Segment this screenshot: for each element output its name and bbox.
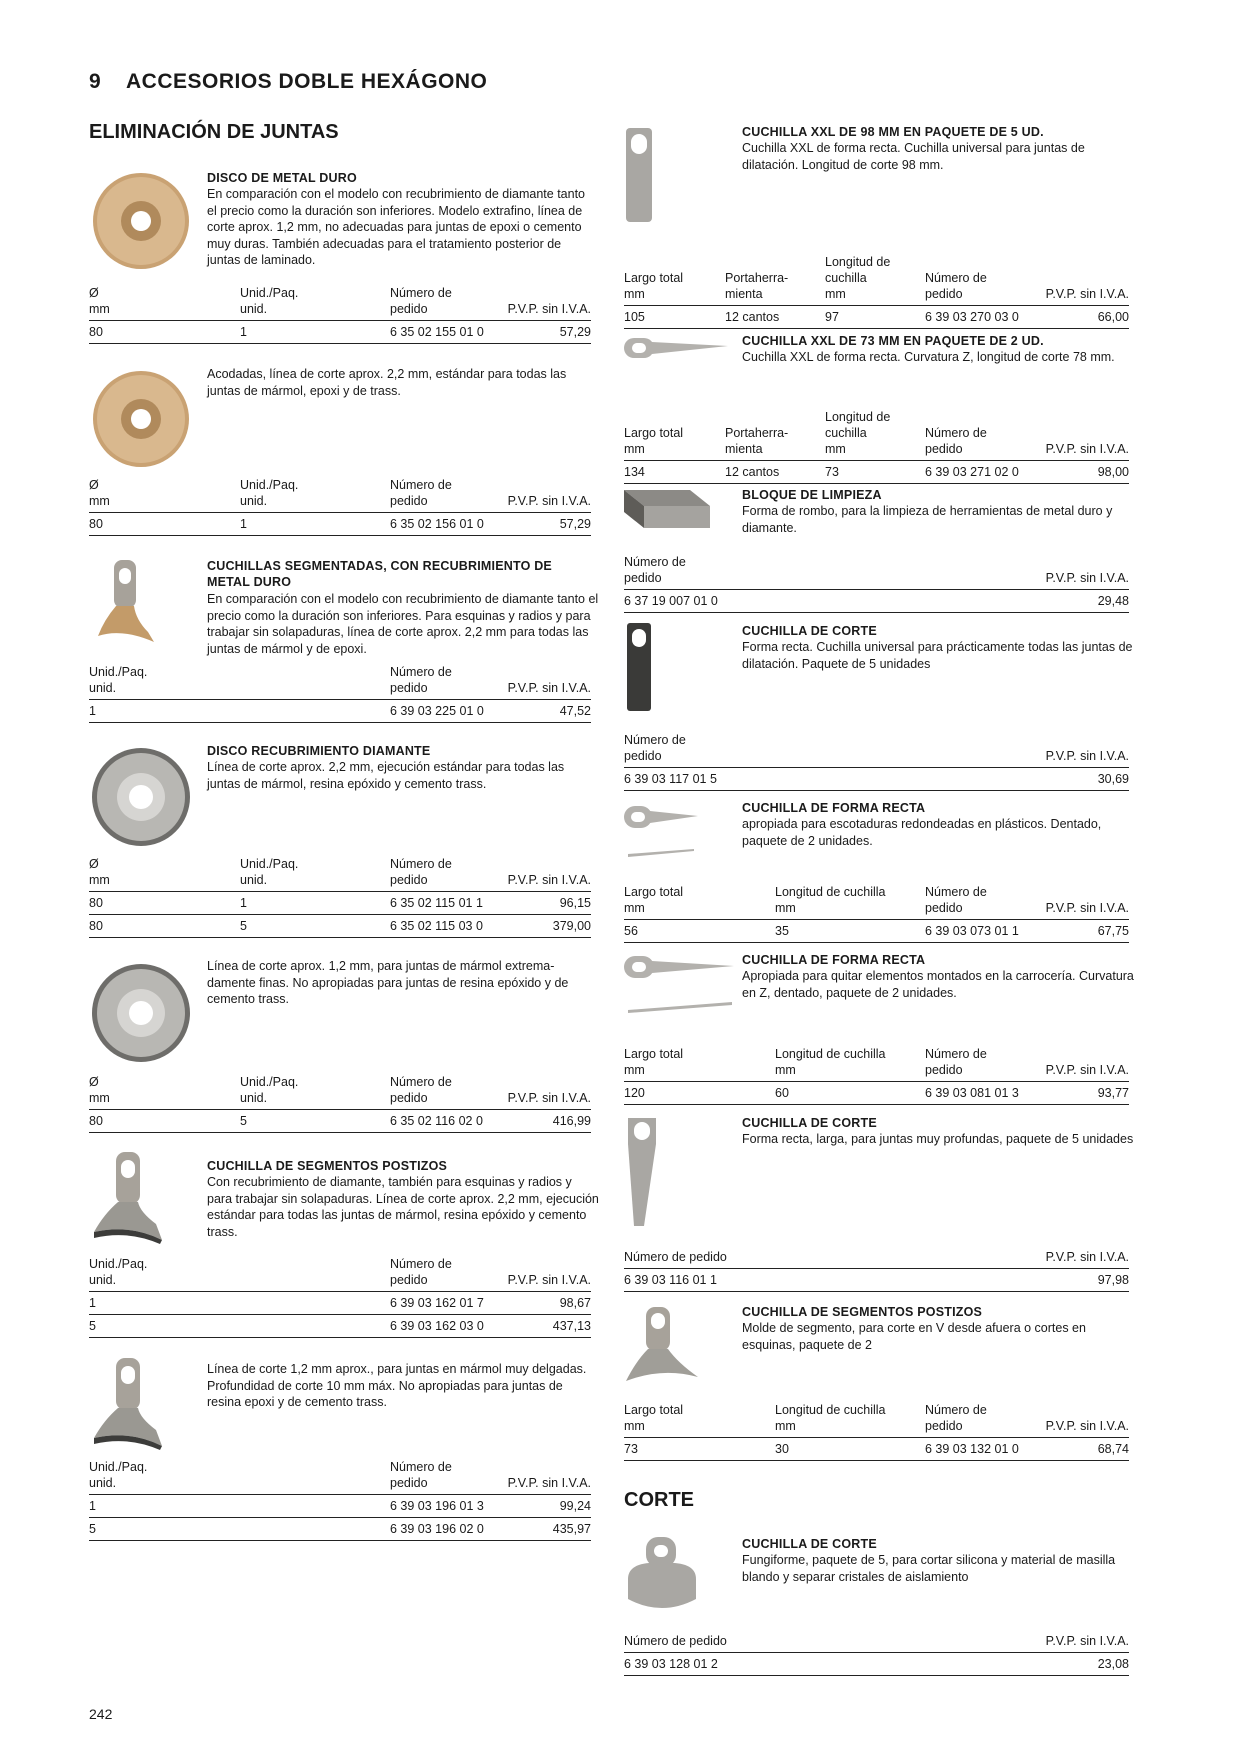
table-cell: 80 [89,517,103,531]
table-cell: 68,74 [1097,1442,1129,1456]
column-header: Número de pedido [624,733,686,763]
column-header: Largo total mm [624,885,684,915]
product-description: Apropiada para quitar elementos montados en la carrocería. Curvatura en Z, dentado, paquete de 2 unidades. [742,969,1134,1000]
carbide-disc-icon [90,170,192,272]
table-cell: 379,00 [552,919,591,933]
product-description: Forma recta, larga, para juntas muy profundas, paquete de 5 unidades [742,1132,1134,1146]
segment-blade-icon [90,1356,166,1452]
product-title: DISCO DE METAL DURO [207,171,357,185]
table-row [624,920,1129,943]
table-cell: 6 35 02 156 01 0 [390,517,484,531]
product-description: Línea de corte 1,2 mm aprox., para juntas en mármol muy delgadas. Profundidad de corte 10 mm máx. No apropiadas para juntas de resina epoxi y de cemento trass. [207,1362,587,1409]
product-title: CUCHILLA XXL DE 98 MM EN PAQUETE DE 5 UD. [742,125,1044,139]
table-cell: 1 [240,517,247,531]
column-header: Número de pedido [390,286,452,316]
column-header: Longitud de cuchilla mm [825,255,891,301]
table-row [89,1292,591,1315]
table-cell: 6 39 03 271 02 0 [925,465,1019,479]
table-cell: 97,98 [1097,1273,1129,1287]
column-header: Ø mm [89,286,110,316]
table-cell: 80 [89,919,103,933]
table-row [624,768,1129,791]
product-table [624,1632,1129,1676]
table-cell: 12 cantos [725,465,780,479]
table-row [624,306,1129,329]
product-title: CUCHILLA DE SEGMENTOS POSTIZOS [207,1159,448,1173]
table-cell: 1 [89,1296,96,1310]
table-cell: 73 [825,465,839,479]
table-header [624,883,1129,920]
column-header: Unid./Paq. unid. [89,1460,148,1490]
table-cell: 5 [89,1319,96,1333]
table-cell: 99,24 [559,1499,591,1513]
column-header: P.V.P. sin I.V.A. [1045,1250,1129,1264]
table-header [624,1045,1129,1082]
product-description: Línea de corte aprox. 2,2 mm, ejecución estándar para todas las juntas de mármol, resina epóxido y cemento trass. [207,760,565,791]
column-header: Longitud de cuchilla mm [775,885,886,915]
table-header [89,663,591,700]
product-description: Forma de rombo, para la limpieza de herramientas de metal duro y diamante. [742,504,1113,535]
column-header: Portaherra- mienta [725,426,789,456]
chapter-number: 9 [89,70,102,93]
table-header [89,1255,591,1292]
column-header: P.V.P. sin I.V.A. [1045,1419,1129,1433]
section-title-corte: CORTE [624,1489,694,1511]
product-table [624,731,1129,791]
column-header: Número de pedido [925,271,987,301]
table-row [89,1110,591,1133]
column-header: Número de pedido [925,426,987,456]
chapter-title: ACCESORIOS DOBLE HEXÁGONO [126,70,488,93]
table-row [624,1653,1129,1676]
product-table [624,408,1129,484]
column-header: Ø mm [89,478,110,508]
table-cell: 12 cantos [725,310,780,324]
table-cell: 6 39 03 270 03 0 [925,310,1019,324]
product-table [624,1248,1129,1292]
product-table [624,883,1129,943]
table-header [624,731,1129,768]
table-cell: 56 [624,924,638,938]
straight-blade-icon [622,1114,668,1232]
column-header: P.V.P. sin I.V.A. [507,494,591,508]
table-cell: 67,75 [1097,924,1129,938]
product-title: CUCHILLAS SEGMENTADAS, CON RECUBRIMIENTO DE METAL DURO [207,559,552,589]
table-header [624,1401,1129,1438]
column-header: Largo total mm [624,1047,684,1077]
table-cell: 6 39 03 073 01 1 [925,924,1019,938]
table-cell: 1 [89,1499,96,1513]
table-cell: 35 [775,924,789,938]
column-header: Número de pedido [390,1075,452,1105]
product-description: En comparación con el modelo con recubrimiento de diamante tanto el precio como la duración son inferiores. Para esquinas y radios y para trabajar sin solapaduras, línea de corte aprox. 2,2 mm para todas las juntas de mármol y de epoxi. [207,592,599,656]
diamond-disc-icon [90,962,192,1064]
column-header: P.V.P. sin I.V.A. [507,1091,591,1105]
table-cell: 6 37 19 007 01 0 [624,594,718,608]
column-header: Número de pedido [390,1257,452,1287]
column-header: Unid./Paq. unid. [240,286,299,316]
table-cell: 437,13 [552,1319,591,1333]
product-title: CUCHILLA DE FORMA RECTA [742,801,926,815]
straight-blade-icon [624,621,654,715]
column-header: Número de pedido [390,1460,452,1490]
column-header: Unid./Paq. unid. [89,665,148,695]
column-header: P.V.P. sin I.V.A. [1045,1634,1129,1648]
column-header: Longitud de cuchilla mm [775,1403,886,1433]
table-header [624,408,1129,461]
table-cell: 5 [240,1114,247,1128]
table-cell: 6 39 03 128 01 2 [624,1657,718,1671]
column-header: P.V.P. sin I.V.A. [507,1476,591,1490]
table-cell: 6 39 03 162 01 7 [390,1296,484,1310]
product-table [89,1458,591,1541]
table-cell: 416,99 [552,1114,591,1128]
product-title: BLOQUE DE LIMPIEZA [742,488,882,502]
table-row [89,892,591,915]
column-header: Número de pedido [390,478,452,508]
table-cell: 93,77 [1097,1086,1129,1100]
column-header: Número de pedido [624,555,686,585]
segment-blade-icon [92,558,160,650]
product-title: DISCO RECUBRIMIENTO DIAMANTE [207,744,431,758]
product-table [89,476,591,536]
table-row [624,1438,1129,1461]
table-header [89,476,591,513]
table-cell: 5 [240,919,247,933]
product-description: Fungiforme, paquete de 5, para cortar silicona y material de masilla blando y separar cristales de aislamiento [742,1553,1116,1584]
table-row [89,513,591,536]
product-table [89,1073,591,1133]
column-header: Unid./Paq. unid. [240,1075,299,1105]
diamond-disc-icon [90,746,192,848]
segment-blade-icon [622,1305,702,1387]
table-row [89,915,591,938]
table-cell: 105 [624,310,645,324]
product-table [89,663,591,723]
section-title-juntas: ELIMINACIÓN DE JUNTAS [89,121,339,143]
column-header: Portaherra- mienta [725,271,789,301]
column-header: P.V.P. sin I.V.A. [1045,442,1129,456]
knife-blade-icon [622,802,702,860]
column-header: Longitud de cuchilla mm [825,410,891,456]
table-cell: 57,29 [559,517,591,531]
column-header: Largo total mm [624,1403,684,1433]
table-cell: 73 [624,1442,638,1456]
column-header: P.V.P. sin I.V.A. [507,302,591,316]
column-header: Número de pedido [925,885,987,915]
straight-blade-icon [622,126,656,224]
column-header: P.V.P. sin I.V.A. [507,1273,591,1287]
product-description: Acodadas, línea de corte aprox. 2,2 mm, estándar para todas las juntas de mármol, epoxi y de trass. [207,367,567,398]
product-title: CUCHILLA XXL DE 73 MM EN PAQUETE DE 2 UD. [742,334,1044,348]
table-cell: 6 35 02 116 02 0 [390,1114,483,1128]
table-cell: 1 [240,896,247,910]
product-description: apropiada para escotaduras redondeadas en plásticos. Dentado, paquete de 2 unidades. [742,817,1102,848]
product-table [624,253,1129,329]
table-cell: 6 39 03 196 02 0 [390,1522,484,1536]
table-cell: 1 [240,325,247,339]
table-cell: 6 35 02 115 01 1 [390,896,483,910]
column-header: Número de pedido [624,1634,727,1648]
product-description: En comparación con el modelo con recubrimiento de diamante tanto el precio como la duración son inferiores. Modelo extrafino, línea de corte aprox. 1,2 mm, no adecuadas para juntas de epoxi o cemento muy duras. También adecuadas para el tratamiento posterior de juntas de laminado. [207,187,585,267]
table-cell: 80 [89,896,103,910]
product-description: Cuchilla XXL de forma recta. Cuchilla universal para juntas de dilatación. Longitud de corte 98 mm. [742,141,1085,172]
table-cell: 120 [624,1086,645,1100]
table-cell: 6 39 03 116 01 1 [624,1273,717,1287]
table-cell: 23,08 [1097,1657,1129,1671]
table-header [624,253,1129,306]
column-header: P.V.P. sin I.V.A. [507,681,591,695]
page-number: 242 [89,1706,113,1722]
product-title: CUCHILLA DE CORTE [742,624,877,638]
column-header: Número de pedido [390,665,452,695]
table-cell: 6 39 03 196 01 3 [390,1499,484,1513]
product-title: CUCHILLA DE CORTE [742,1537,877,1551]
table-cell: 30 [775,1442,789,1456]
segment-blade-icon [90,1150,166,1246]
table-cell: 96,15 [559,896,591,910]
table-row [624,1082,1129,1105]
column-header: P.V.P. sin I.V.A. [1045,571,1129,585]
mushroom-blade-icon [624,1535,700,1615]
column-header: Longitud de cuchilla mm [775,1047,886,1077]
table-header [89,855,591,892]
column-header: P.V.P. sin I.V.A. [1045,901,1129,915]
table-header [624,1248,1129,1269]
table-cell: 134 [624,465,645,479]
table-row [624,590,1129,613]
carbide-disc-icon [90,368,192,470]
column-header: P.V.P. sin I.V.A. [1045,287,1129,301]
table-header [89,284,591,321]
column-header: Unid./Paq. unid. [89,1257,148,1287]
table-cell: 6 39 03 081 01 3 [925,1086,1019,1100]
table-cell: 5 [89,1522,96,1536]
column-header: P.V.P. sin I.V.A. [1045,1063,1129,1077]
product-table [624,1401,1129,1461]
column-header: P.V.P. sin I.V.A. [1045,749,1129,763]
table-cell: 30,69 [1097,772,1129,786]
column-header: P.V.P. sin I.V.A. [507,873,591,887]
column-header: Unid./Paq. unid. [240,857,299,887]
product-description: Molde de segmento, para corte en V desde afuera o cortes en esquinas, paquete de 2 [742,1321,1086,1352]
table-cell: 97 [825,310,839,324]
column-header: Número de pedido [624,1250,727,1264]
column-header: Ø mm [89,1075,110,1105]
column-header: Ø mm [89,857,110,887]
table-cell: 98,00 [1097,465,1129,479]
product-description: Línea de corte aprox. 1,2 mm, para juntas de mármol extrema-damente finas. No apropiadas para juntas de resina epóxido y de cemento trass. [207,959,569,1006]
table-cell: 80 [89,325,103,339]
table-header [624,553,1129,590]
table-header [624,1632,1129,1653]
product-table [89,855,591,938]
column-header: Unid./Paq. unid. [240,478,299,508]
table-cell: 6 39 03 132 01 0 [925,1442,1019,1456]
product-table [89,1255,591,1338]
product-description: Forma recta. Cuchilla universal para prácticamente todas las juntas de dilatación. Paquete de 5 unidades [742,640,1133,671]
table-cell: 6 35 02 115 03 0 [390,919,483,933]
table-cell: 6 35 02 155 01 0 [390,325,484,339]
product-description: Con recubrimiento de diamante, también para esquinas y radios y para trabajar sin solapaduras. Línea de corte aprox. 2,2 mm, ejecución estándar para todas las juntas de mármol, resina epóxido y cemento trass. [207,1175,599,1239]
table-row [624,1269,1129,1292]
column-header: Número de pedido [390,857,452,887]
table-row [89,1495,591,1518]
cleaning-block-icon [622,486,712,530]
table-cell: 6 39 03 162 03 0 [390,1319,484,1333]
table-cell: 1 [89,704,96,718]
table-row [89,700,591,723]
product-table [624,553,1129,613]
table-row [89,1315,591,1338]
table-cell: 6 39 03 117 01 5 [624,772,717,786]
table-cell: 98,67 [559,1296,591,1310]
product-title: CUCHILLA DE CORTE [742,1116,877,1130]
table-cell: 66,00 [1097,310,1129,324]
table-cell: 57,29 [559,325,591,339]
table-cell: 6 39 03 225 01 0 [390,704,484,718]
table-cell: 29,48 [1097,594,1129,608]
knife-blade-icon [622,334,732,362]
table-row [624,461,1129,484]
table-header [89,1458,591,1495]
table-cell: 80 [89,1114,103,1128]
table-cell: 435,97 [552,1522,591,1536]
column-header: Largo total mm [624,271,684,301]
product-title: CUCHILLA DE SEGMENTOS POSTIZOS [742,1305,983,1319]
column-header: Número de pedido [925,1047,987,1077]
column-header: Número de pedido [925,1403,987,1433]
product-table [624,1045,1129,1105]
column-header: Largo total mm [624,426,684,456]
table-cell: 60 [775,1086,789,1100]
table-row [89,321,591,344]
product-title: CUCHILLA DE FORMA RECTA [742,953,926,967]
table-row [89,1518,591,1541]
table-cell: 47,52 [559,704,591,718]
product-table [89,284,591,344]
product-description: Cuchilla XXL de forma recta. Curvatura Z, longitud de corte 78 mm. [742,350,1115,364]
knife-blade-icon [622,952,740,1016]
table-header [89,1073,591,1110]
